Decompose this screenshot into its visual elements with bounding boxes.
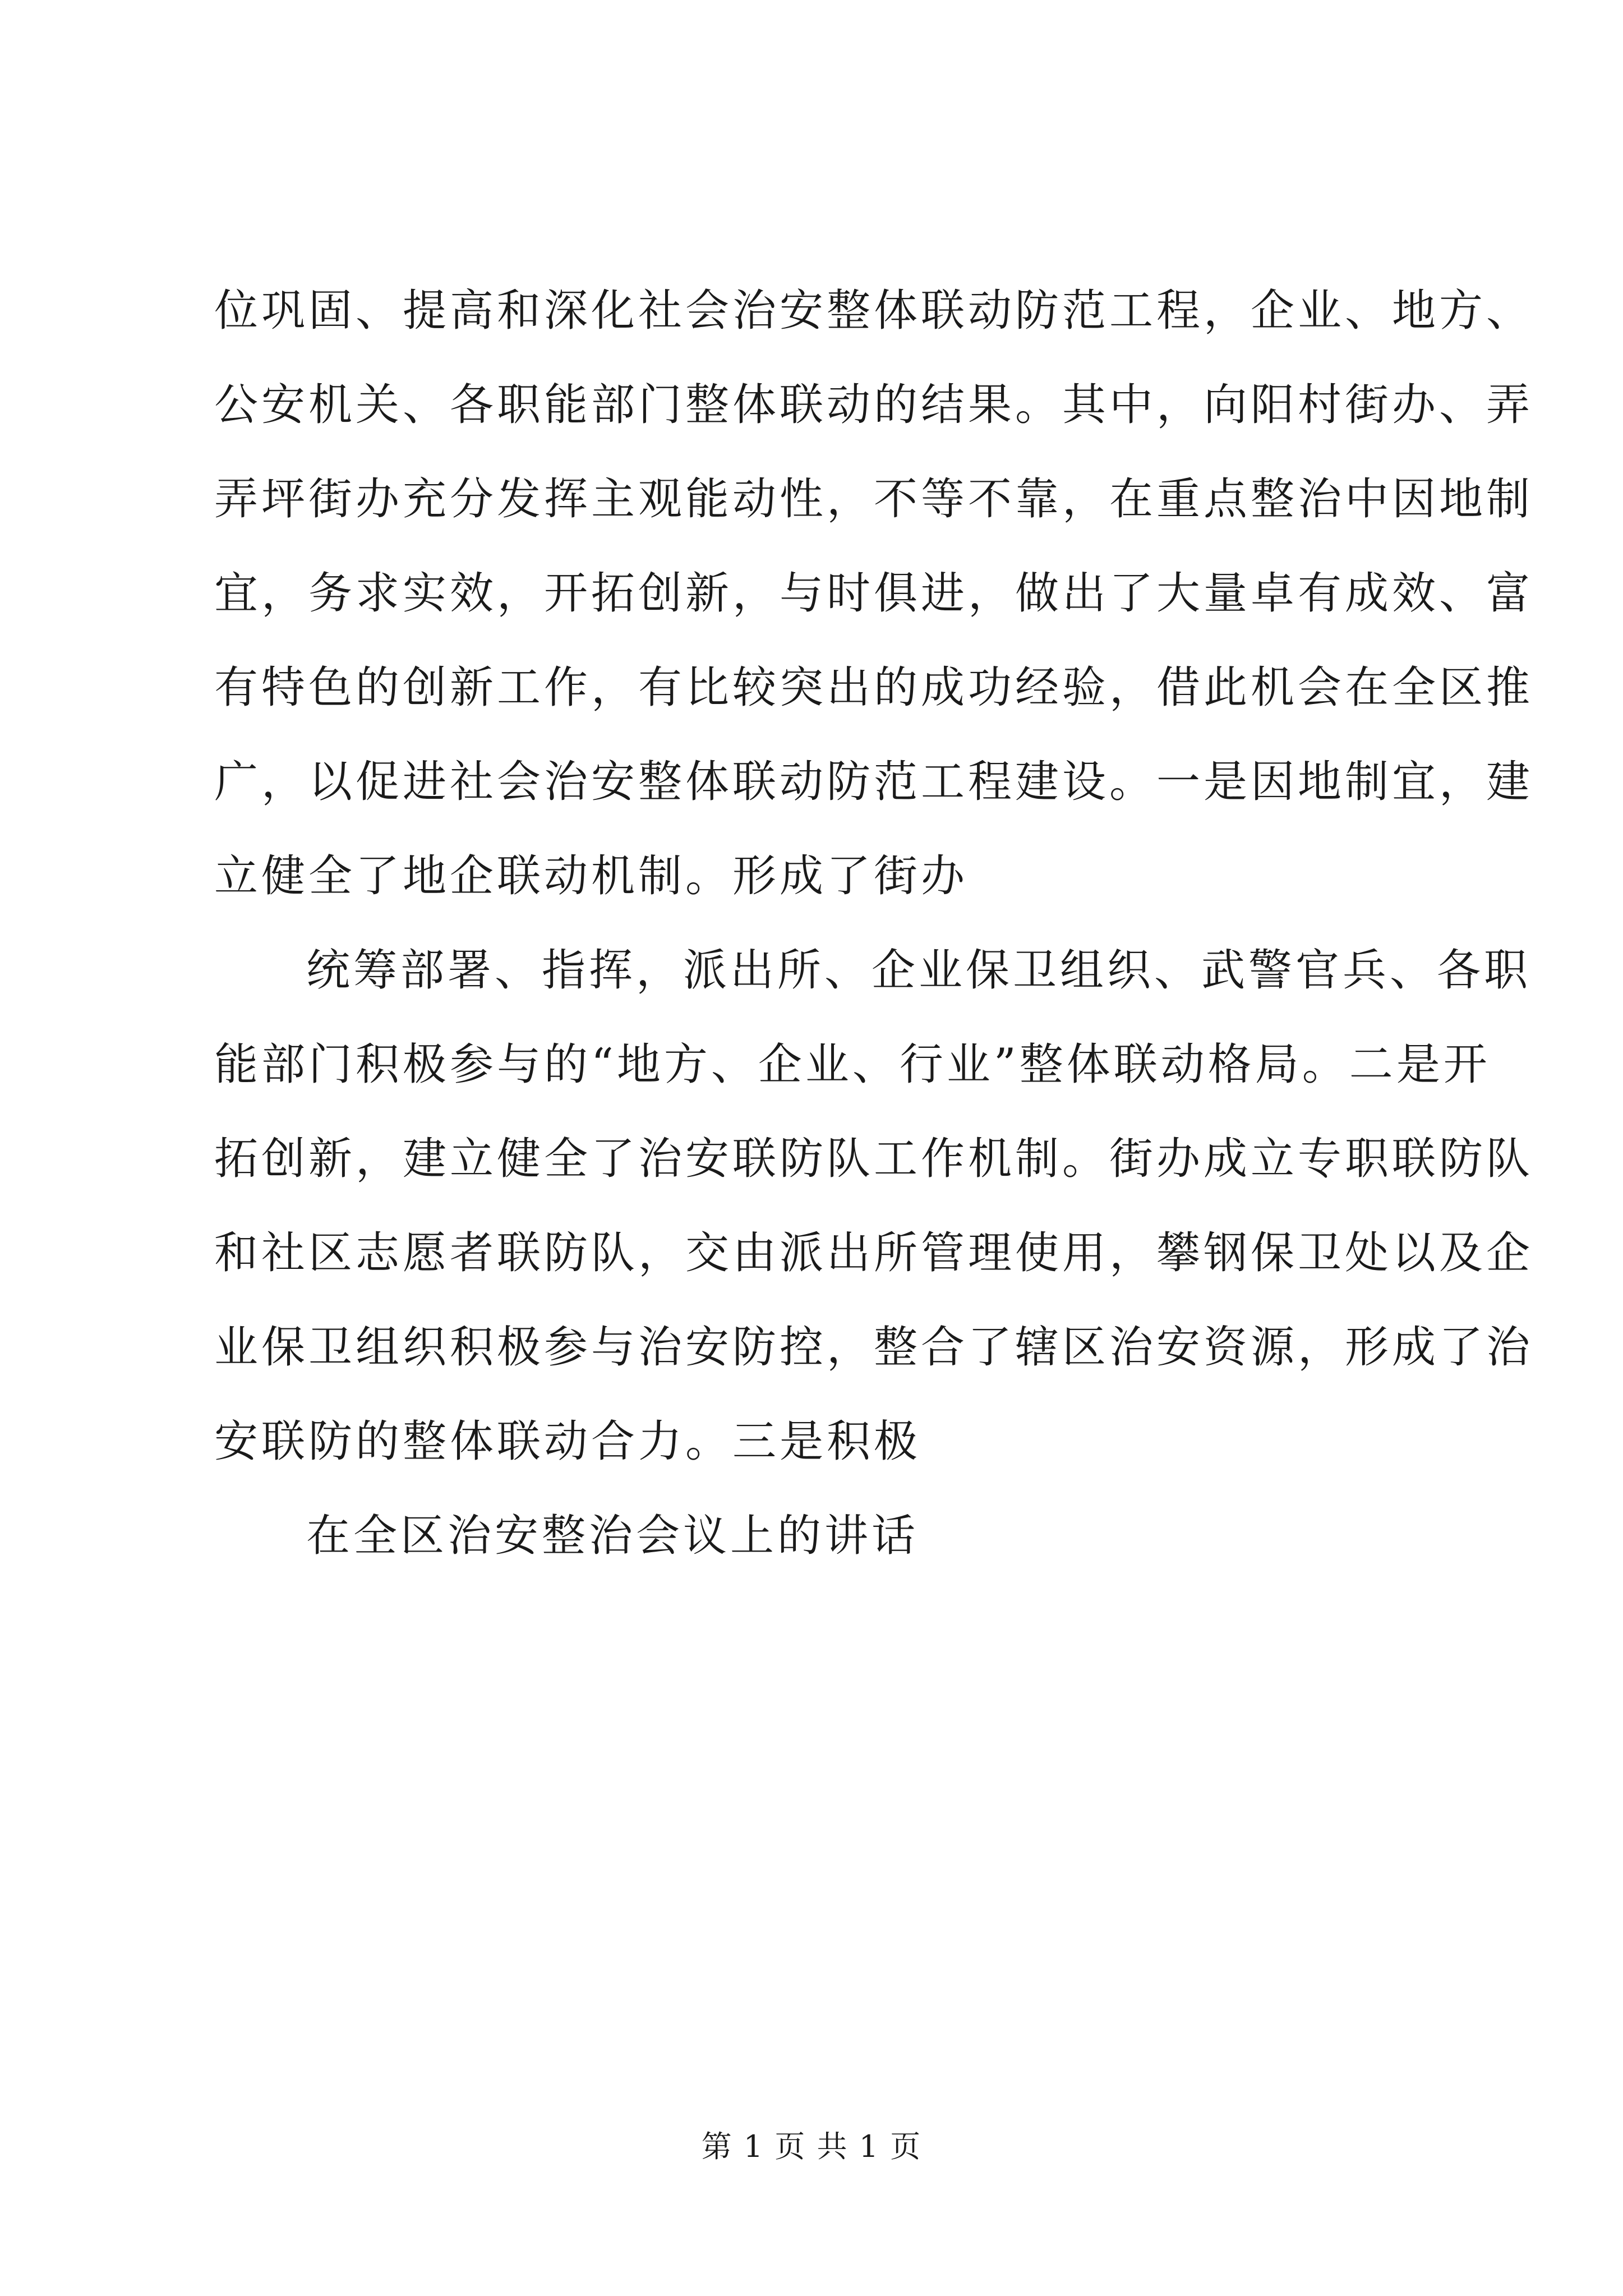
text-line: 业保卫组织积极参与治安防控，整合了辖区治安资源，形成了治: [214, 1322, 1534, 1373]
page-footer: 第 1 页 共 1 页: [701, 2129, 922, 2164]
text-line: 统筹部署、指挥，派出所、企业保卫组织、武警官兵、各职: [306, 945, 1532, 996]
text-line: 立健全了地企联动机制。形成了街办: [214, 851, 969, 901]
text-line: 拓创新，建立健全了治安联防队工作机制。街办成立专职联防队: [214, 1134, 1534, 1184]
document-title-line: 在全区治安整治会议上的讲话: [306, 1511, 919, 1561]
text-line: 弄坪街办充分发挥主观能动性，不等不靠，在重点整治中因地制: [214, 474, 1534, 524]
document-body: [214, 264, 1534, 1583]
text-line: 位巩固、提高和深化社会治安整体联动防范工程，企业、地方、: [214, 286, 1534, 336]
text-line: 广，以促进社会治安整体联动防范工程建设。一是因地制宜，建: [214, 757, 1534, 807]
text-line: 有特色的创新工作，有比较突出的成功经验，借此机会在全区推: [214, 662, 1534, 713]
text-line: 公安机关、各职能部门整体联动的结果。其中，向阳村街办、弄: [214, 380, 1534, 430]
text-line: 能部门积极参与的“地方、企业、行业”整体联动格局。二是开: [214, 1039, 1491, 1090]
text-line: 宜，务求实效，开拓创新，与时俱进，做出了大量卓有成效、富: [214, 568, 1534, 619]
text-line: 安联防的整体联动合力。三是积极: [214, 1416, 921, 1467]
text-line: 和社区志愿者联防队，交由派出所管理使用，攀钢保卫处以及企: [214, 1228, 1534, 1278]
